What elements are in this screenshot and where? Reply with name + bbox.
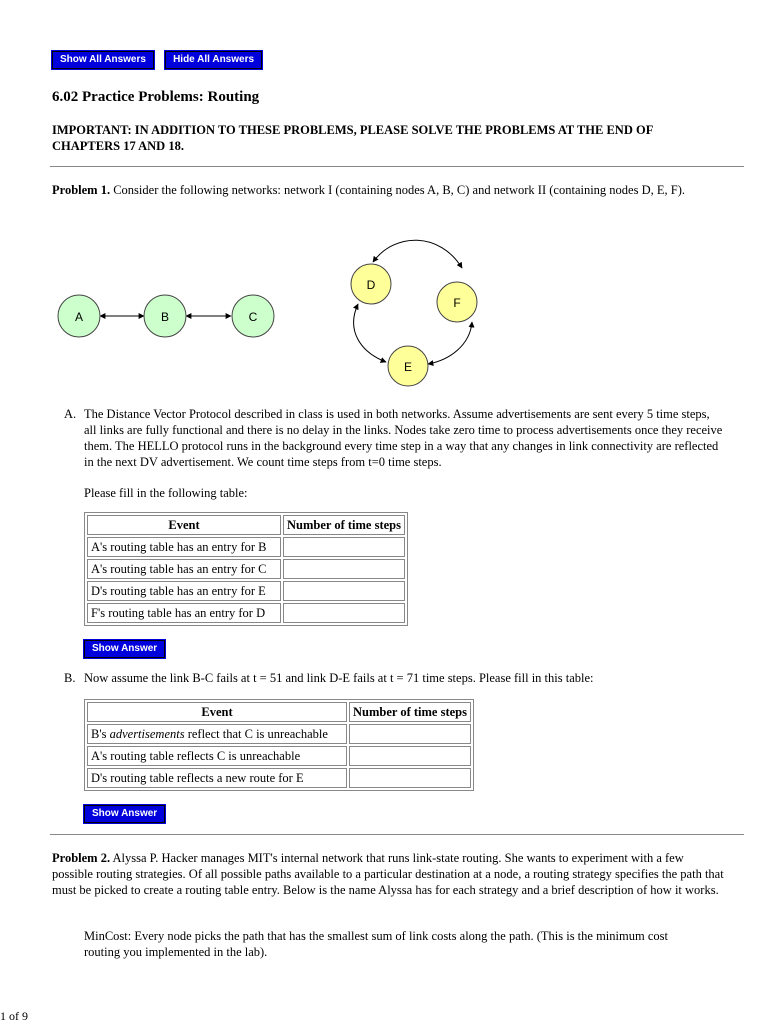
header-time-steps: Number of time steps [349, 702, 471, 722]
header-event: Event [87, 702, 347, 722]
important-notice: IMPORTANT: IN ADDITION TO THESE PROBLEMS, PLEASE SOLVE THE PROBLEMS AT THE END OF CHAPTERS 17 AND 18. [52, 123, 653, 153]
part-a-table [84, 512, 408, 626]
hide-all-answers-button[interactable]: Hide All Answers [165, 51, 262, 69]
node-f [437, 282, 477, 322]
table-row [87, 724, 471, 744]
problem2-intro [52, 850, 724, 898]
link-d-f [373, 240, 462, 268]
node-c-label: C [248, 310, 258, 324]
answer-cell[interactable] [349, 746, 471, 766]
answer-cell[interactable] [349, 768, 471, 788]
table-row [87, 768, 471, 788]
header-event: Event [87, 515, 281, 535]
node-f-label: F [453, 296, 461, 310]
event-cell: B's advertisements reflect that C is unreachable [87, 724, 347, 744]
table-row [87, 559, 405, 579]
problem2-text: Alyssa P. Hacker manages MIT's internal network that runs link-state routing. She wants to experiment with a few possible routing strategies. Of all possible paths available to a particular destination at a node, a routing strategy specifies the path that must be picked to create a routing table entry. Below is the name Alyssa has for each strategy and a brief description of how it works. [52, 851, 724, 897]
node-d [351, 264, 391, 304]
table-header-row [87, 702, 471, 722]
page-title: 6.02 Practice Problems: Routing [52, 89, 260, 105]
table-row [87, 581, 405, 601]
answer-cell[interactable] [283, 537, 405, 557]
problem2-label: Problem 2. [52, 851, 111, 865]
event-cell: F's routing table has an entry for D [87, 603, 281, 623]
table-row [87, 603, 405, 623]
node-a-label: A [74, 310, 84, 324]
node-e-label: E [403, 360, 413, 374]
node-c [232, 295, 274, 337]
part-b-text: Now assume the link B-C fails at t = 51 and link D-E fails at t = 71 time steps. Please fill in this table: [84, 671, 594, 685]
header-time-steps: Number of time steps [283, 515, 405, 535]
show-answer-b-button[interactable]: Show Answer [84, 805, 165, 823]
part-a-text: The Distance Vector Protocol described in class is used in both networks. Assume advertisements are sent every 5 time steps, all links are fully functional and there is no delay in the links. Nodes take zero time to process advertisements once they receive them. The HELLO protocol runs in the background every time step in a way that any changes in link connectivity are reflected in the next DV advertisement. We count time steps from t=0 time steps. [84, 407, 723, 469]
link-f-e [428, 322, 472, 364]
answer-cell[interactable] [349, 724, 471, 744]
link-d-e [354, 304, 386, 362]
part-a-marker: A. [64, 407, 77, 421]
part-b-table [84, 699, 474, 791]
show-all-answers-button[interactable]: Show All Answers [52, 51, 154, 69]
part-b-marker: B. [64, 671, 76, 685]
network-diagram [0, 0, 768, 400]
page-counter: 1 of 9 [0, 1009, 28, 1023]
table-row [87, 746, 471, 766]
table-row [87, 537, 405, 557]
table-header-row [87, 515, 405, 535]
divider [50, 834, 744, 835]
event-cell: A's routing table reflects C is unreachable [87, 746, 347, 766]
node-b-label: B [160, 310, 170, 324]
node-a [58, 295, 100, 337]
event-cell: D's routing table reflects a new route for E [87, 768, 347, 788]
node-d-label: D [366, 278, 376, 292]
show-answer-a-button[interactable]: Show Answer [84, 640, 165, 658]
problem1-label: Problem 1. [52, 183, 111, 197]
answer-cell[interactable] [283, 559, 405, 579]
problem1-text: Consider the following networks: network I (containing nodes A, B, C) and network II (containing nodes D, E, F). [110, 183, 685, 197]
event-cell: D's routing table has an entry for E [87, 581, 281, 601]
node-e [388, 346, 428, 386]
answer-cell[interactable] [283, 603, 405, 623]
mincost-description: MinCost: Every node picks the path that has the smallest sum of link costs along the path. (This is the minimum cost routing you implemented in the lab). [84, 929, 668, 959]
event-cell: A's routing table has an entry for B [87, 537, 281, 557]
part-a-fill-prompt: Please fill in the following table: [84, 486, 248, 500]
answer-cell[interactable] [283, 581, 405, 601]
node-b [144, 295, 186, 337]
event-cell: A's routing table has an entry for C [87, 559, 281, 579]
